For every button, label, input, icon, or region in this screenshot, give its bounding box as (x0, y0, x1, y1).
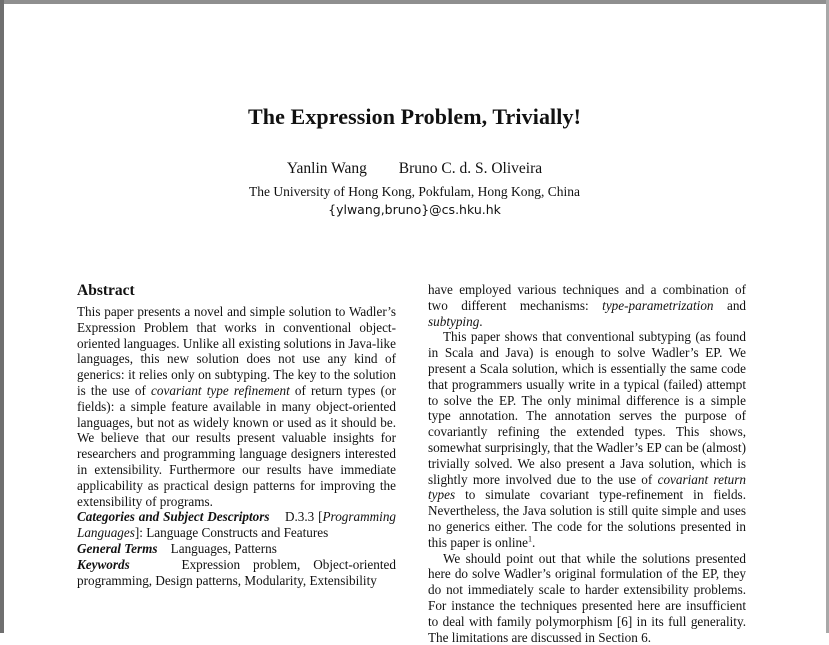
author-name: Yanlin Wang (286, 160, 367, 177)
right-column (428, 282, 746, 645)
body-paragraph: This paper shows that conventional subtyping (as found in Scala and Java) is enough to solve Wadler’s EP. We present a Scala solution, which is essentially the same code that programmers usually write in a typical (failed) attempt to solve the EP. The only minimal difference is a simple type annotation. The annotation serves the purpose of covariantly refining the extended types. This shows, somewhat surprisingly, that the Wadler’s EP can be (almost) trivially solved. We also present a Java solution, which is slightly more involved due to the use of covariant return types to simulate covariant type-refinement in fields. Nevertheless, the Java solution is still quite simple and uses no generics either. The code for the solutions presented in this paper is online$^1$. (428, 329, 746, 550)
general-terms-label: General Terms (77, 540, 158, 556)
window-frame-top (0, 0, 829, 4)
keywords-label: Keywords (77, 556, 130, 572)
keywords-paragraph: Keywords Expression problem, Object-oriented programming, Design patterns, Modularity, Extensibility (77, 556, 396, 588)
email: {ylwang,bruno}@cs.hku.hk (328, 202, 501, 217)
categories-paragraph: Categories and Subject Descriptors D.3.3 [Programming Languages]: Language Constructs and Features (77, 509, 397, 541)
affiliation: The University of Hong Kong, Pokfulam, Hong Kong, China (248, 184, 581, 199)
footnote-marker: 1 (528, 534, 532, 544)
left-column (77, 282, 396, 588)
window-frame-left (0, 0, 4, 633)
body-paragraph: have employed various techniques and a combination of two different mechanisms: type-parametrization and subtyping. (428, 282, 747, 329)
body-paragraph: We should point out that while the solutions presented here do solve Wadler’s original formulation of the EP, they do not immediately scale to harder extensibility problems. For instance the techniques presented here are insufficient to deal with family polymorphism [6] in its full generality. The limitations are discussed in Section 6. (428, 550, 746, 645)
author-list (0, 160, 829, 178)
abstract-heading: Abstract (77, 282, 135, 299)
general-terms-paragraph: General Terms Languages, Patterns (77, 540, 277, 556)
abstract-paragraph: This paper presents a novel and simple solution to Wadler’s Expression Problem that works in conventional object-oriented languages. Unlike all existing solutions in Java-like languages, this new solution does not use any kind of generics: it relies only on subtyping. The key to the solution is the use of covariant type refinement of return types (or fields): a simple feature available in many object-oriented languages, but not as widely known or used as it should be. We believe that our results present valuable insights for researchers and programming language designers interested in extensibility. Furthermore our results have immediate applicability as practical design patterns for improving the extensibility of programs. (77, 304, 396, 509)
paper-title: The Expression Problem, Trivially! (247, 104, 581, 129)
author-name: Bruno C. d. S. Oliveira (398, 160, 543, 177)
categories-label: Categories and Subject Descriptors (77, 509, 270, 525)
